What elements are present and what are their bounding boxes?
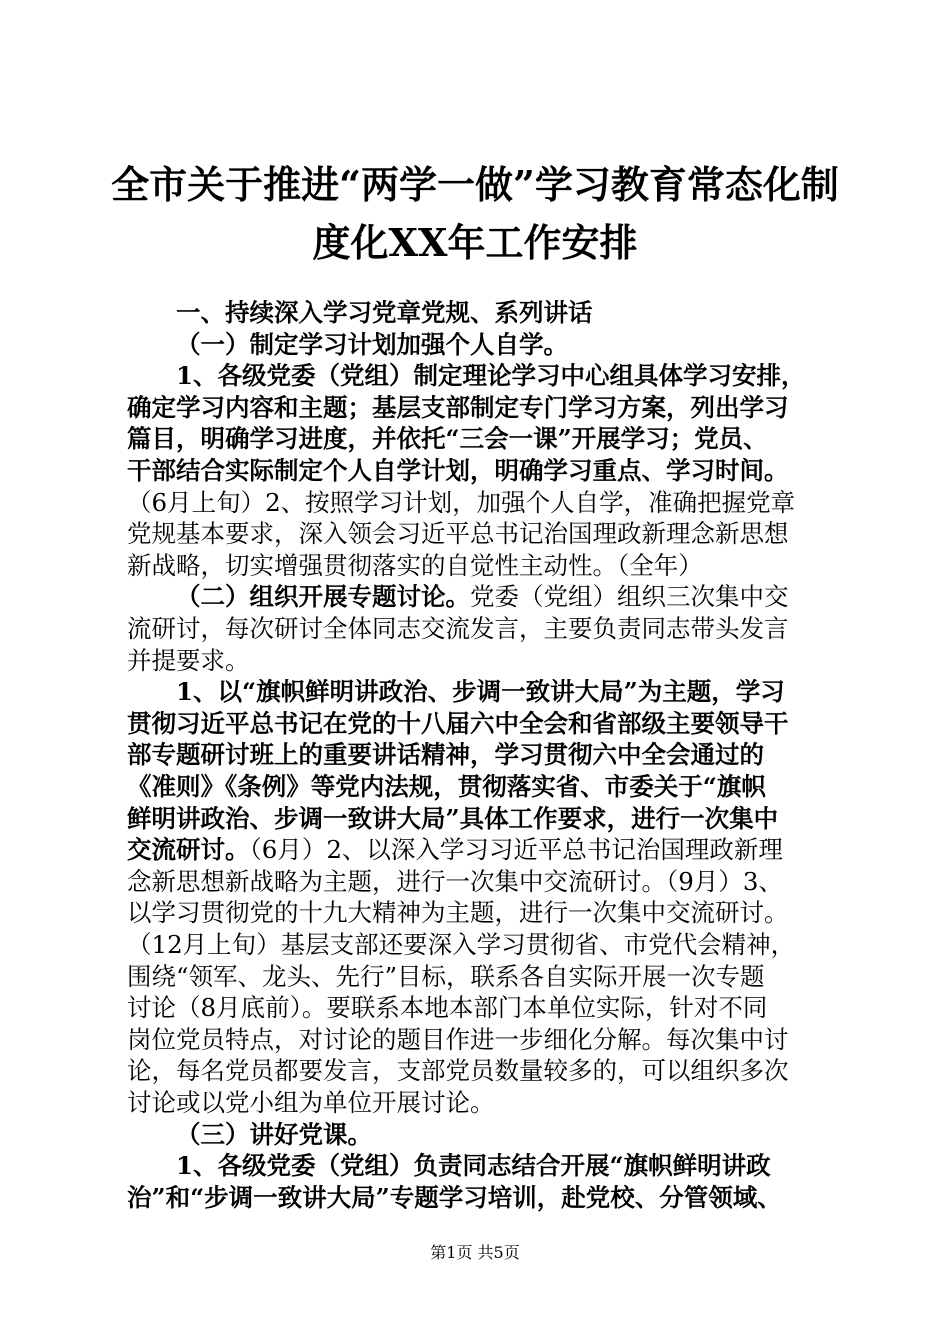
text-line (127, 456, 839, 486)
text-line-content: 确定学习内容和主题；基层支部制定专门学习方案，列出学习 (127, 393, 789, 422)
text-line-content: 并提要求。 (127, 646, 250, 675)
text-line (127, 709, 839, 739)
text-line (127, 772, 839, 802)
text-line (127, 330, 839, 360)
text-line (127, 519, 839, 549)
text-line (127, 393, 839, 423)
text-line-content: （6月上旬）2、按照学习计划，加强个人自学，准确把握党章 (127, 488, 796, 517)
text-line (127, 298, 839, 328)
text-line (127, 930, 839, 960)
text-line-content: 讨论（8月底前）。要联系本地本部门本单位实际，针对不同 (127, 993, 768, 1022)
text-line-content: 1、各级党委（党组）制定理论学习中心组具体学习安排， (176, 361, 806, 390)
text-line (127, 1025, 839, 1055)
text-line-content: （二）组织开展专题讨论。 (176, 582, 470, 611)
text-line-content: 一、持续深入学习党章党规、系列讲话 (176, 298, 593, 327)
text-line (127, 1151, 839, 1181)
text-line-content: 念新思想新战略为主题，进行一次集中交流研讨。（9月）3、 (127, 867, 783, 896)
text-line-content: （一）制定学习计划加强个人自学。 (176, 330, 568, 359)
text-line (127, 551, 839, 581)
text-line-content: 治”和“步调一致讲大局”专题学习培训，赴党校、分管领域、 (127, 1183, 782, 1212)
text-line (127, 488, 839, 518)
text-line-content: 以学习贯彻党的十九大精神为主题，进行一次集中交流研讨。 (127, 898, 789, 927)
text-line-content: 1、以“旗帜鲜明讲政治、步调一致讲大局”为主题，学习 (176, 677, 785, 706)
text-line (127, 898, 839, 928)
text-line-content: （三）讲好党课。 (176, 1120, 372, 1149)
text-line (127, 867, 839, 897)
text-line (127, 1120, 839, 1150)
text-line (127, 1088, 839, 1118)
text-line-content: 新战略，切实增强贯彻落实的自觉性主动性。（全年） (127, 551, 703, 580)
text-line (127, 646, 839, 676)
text-line-content: 1、各级党委（党组）负责同志结合开展“旗帜鲜明讲政 (176, 1151, 771, 1180)
text-line-content: 《准则》《条例》等党内法规，贯彻落实省、市委关于“旗帜 (127, 772, 766, 801)
text-line-content: 围绕“领军、龙头、先行”目标，联系各自实际开展一次专题 (127, 962, 765, 991)
text-line-tail: 党委（党组）组织三次集中交 (470, 582, 789, 611)
text-line-content: 贯彻习近平总书记在党的十八届六中全会和省部级主要领导干 (127, 709, 789, 738)
text-line (127, 962, 839, 992)
text-line-content: 交流研讨。 (127, 835, 250, 864)
text-line-content: 论，每名党员都要发言，支部党员数量较多的，可以组织多次 (127, 1056, 789, 1085)
page-footer: 第1页 共5页 (430, 1243, 520, 1262)
text-line-content: 讨论或以党小组为单位开展讨论。 (127, 1088, 495, 1117)
text-line-content: 部专题研讨班上的重要讲话精神，学习贯彻六中全会通过的 (127, 740, 764, 769)
text-line-content: （12月上旬）基层支部还要深入学习贯彻省、市党代会精神， (127, 930, 796, 959)
text-line-content: 干部结合实际制定个人自学计划，明确学习重点、学习时间。 (127, 456, 789, 485)
text-line (127, 1183, 839, 1213)
text-line (127, 1056, 839, 1086)
document-title-line-1: 全市关于推进“两学一做”学习教育常态化制 (111, 162, 839, 207)
text-line (127, 835, 839, 865)
text-line (127, 993, 839, 1023)
text-line (127, 740, 839, 770)
text-line-content: 篇目，明确学习进度，并依托“三会一课”开展学习；党员、 (127, 424, 768, 453)
text-line-content: 党规基本要求，深入领会习近平总书记治国理政新理念新思想 (127, 519, 789, 548)
text-line (127, 361, 839, 391)
document-title-line-2: 度化XX年工作安排 (312, 220, 638, 265)
text-line (127, 582, 839, 612)
text-line-content: 流研讨，每次研讨全体同志交流发言，主要负责同志带头发言 (127, 614, 789, 643)
text-line-tail: （6月）2、以深入学习习近平总书记治国理政新理 (249, 835, 783, 864)
text-line (127, 424, 839, 454)
text-line (127, 804, 839, 834)
text-line (127, 677, 839, 707)
text-line-content: 岗位党员特点，对讨论的题目作进一步细化分解。每次集中讨 (127, 1025, 789, 1054)
text-line-content: 鲜明讲政治、步调一致讲大局”具体工作要求，进行一次集中 (127, 804, 779, 833)
text-line (127, 614, 839, 644)
